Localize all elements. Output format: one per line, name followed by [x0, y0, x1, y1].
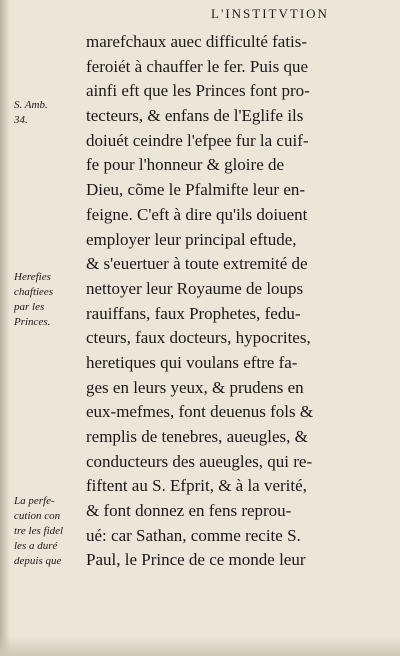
margin-note-ambroise: [14, 98, 48, 128]
margin-note-persecution: [14, 494, 63, 569]
margin-note-line: Herefies: [14, 271, 51, 283]
margin-note-line: par les: [14, 301, 45, 313]
text-line: feroiét à chauffer le fer. Puis que: [86, 56, 309, 76]
text-line: Paul, le Prince de ce monde leur: [86, 550, 306, 570]
text-line: ges en leurs yeux, & prudens en: [86, 377, 304, 397]
margin-note-line: S. Amb.: [14, 99, 48, 111]
margin-note-line: 34.: [14, 114, 28, 126]
running-head: L'INSTITVTION: [211, 6, 329, 21]
gutter-shadow: [0, 0, 10, 656]
page-bottom-edge: [0, 636, 400, 656]
text-line: fiftent au S. Efprit, & à la verité,: [86, 476, 307, 496]
body-text: [86, 30, 390, 573]
text-line: eux-mefmes, font deuenus fols &: [86, 402, 314, 422]
text-line: & s'euertuer à toute extremité de: [86, 254, 308, 274]
margin-note-line: La perfe-: [14, 495, 55, 507]
text-line: & font donnez en fens reprou-: [86, 501, 292, 521]
margin-note-heresies: [14, 270, 53, 330]
text-line: employer leur principal eftude,: [86, 229, 297, 249]
margin-note-line: cution con: [14, 510, 61, 522]
text-line: fe pour l'honneur & gloire de: [86, 155, 285, 175]
text-line: ué: car Sathan, comme recite S.: [86, 525, 301, 545]
margin-note-line: depuis que: [14, 555, 62, 567]
text-line: heretiques qui voulans eftre fa-: [86, 352, 298, 372]
margin-note-line: Princes.: [14, 316, 51, 328]
text-line: remplis de tenebres, aueugles, &: [86, 427, 308, 446]
text-line: feigne. C'eft à dire qu'ils doiuent: [86, 204, 308, 224]
margin-note-line: les a duré: [14, 540, 58, 552]
text-line: cteurs, faux docteurs, hypocrites,: [86, 328, 311, 348]
margin-note-line: tre les fidel: [14, 525, 64, 537]
text-line: nettoyer leur Royaume de loups: [86, 278, 304, 298]
text-line: rauiffans, faux Prophetes, fedu-: [86, 303, 301, 323]
text-line: doiuét ceindre l'efpee fur la cuif-: [86, 130, 309, 150]
text-line: marefchaux auec difficulté fatis-: [86, 32, 308, 51]
text-line: tecteurs, & enfans de l'Eglife ils: [86, 106, 304, 126]
text-line: ainfi eft que les Princes font pro-: [86, 81, 310, 101]
text-line: conducteurs des aueugles, qui re-: [86, 451, 313, 471]
text-line: Dieu, cõme le Pfalmifte leur en-: [86, 180, 306, 200]
margin-note-line: chaftiees: [14, 286, 54, 298]
